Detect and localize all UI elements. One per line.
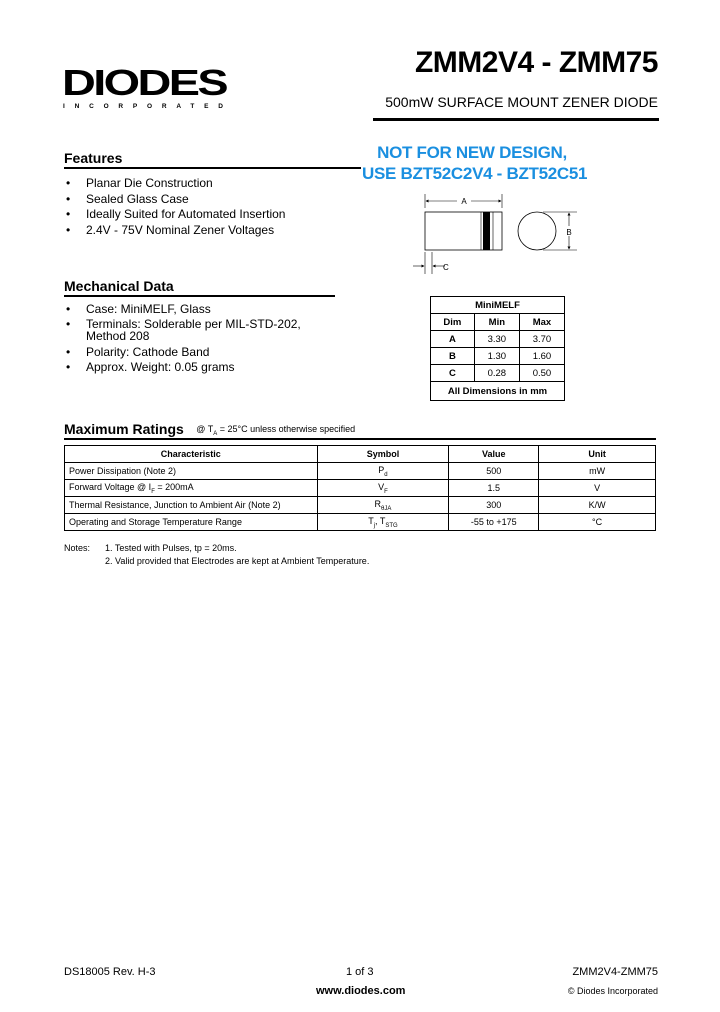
cell: 3.30 xyxy=(474,331,519,348)
list-item: • Polarity: Cathode Band xyxy=(64,345,324,361)
table-row xyxy=(65,463,656,480)
note-2: 2. Valid provided that Electrodes are kept at Ambient Temperature. xyxy=(105,555,370,566)
ratings-title: Maximum Ratings xyxy=(64,421,184,437)
list-item: • Approx. Weight: 0.05 grams xyxy=(64,360,324,376)
table-row xyxy=(431,365,565,382)
cell: 1.30 xyxy=(474,348,519,365)
cell xyxy=(317,497,449,514)
cell xyxy=(65,480,318,497)
notes xyxy=(64,542,369,567)
not-for-new-design-notice xyxy=(362,142,588,184)
ratings-heading xyxy=(64,421,355,439)
cell: 1.60 xyxy=(519,348,564,365)
char-sub: F xyxy=(151,488,155,495)
cell: Thermal Resistance, Junction to Ambient Air (Note 2) xyxy=(65,497,318,514)
symbol: T xyxy=(368,515,374,526)
header-min: Min xyxy=(474,314,519,331)
condition-rest: = 25°C unless otherwise specified xyxy=(217,424,356,434)
cell: °C xyxy=(539,514,656,531)
cell: 0.28 xyxy=(474,365,519,382)
logo-text: DIODES xyxy=(62,64,228,103)
logo-subtext: INCORPORATED xyxy=(63,103,224,110)
part-title: ZMM2V4 - ZMM75 xyxy=(414,46,658,79)
copyright: © Diodes Incorporated xyxy=(567,986,658,996)
symbol-sub: θJA xyxy=(381,505,392,512)
ratings-condition xyxy=(196,424,356,437)
note-1: 1. Tested with Pulses, tp = 20ms. xyxy=(105,543,237,553)
cell: mW xyxy=(539,463,656,480)
diodes-logo xyxy=(62,64,228,110)
cell: -55 to +175 xyxy=(449,514,539,531)
header-symbol: Symbol xyxy=(317,446,449,463)
header-divider xyxy=(373,118,659,121)
dim-a-label: A xyxy=(461,197,467,206)
dim-b-label: B xyxy=(566,228,572,237)
symbol: P xyxy=(378,464,385,475)
cell: 500 xyxy=(449,463,539,480)
symbol-sub: d xyxy=(384,471,388,478)
subtitle: 500mW SURFACE MOUNT ZENER DIODE xyxy=(385,94,658,110)
notice-line-1: NOT FOR NEW DESIGN, xyxy=(377,143,567,162)
cell: V xyxy=(539,480,656,497)
cell: Power Dissipation (Note 2) xyxy=(65,463,318,480)
list-item: • Ideally Suited for Automated Insertion xyxy=(64,207,364,223)
mechanical-divider xyxy=(64,295,335,297)
header-dim: Dim xyxy=(431,314,475,331)
table-row xyxy=(431,348,565,365)
cell: A xyxy=(431,331,475,348)
symbol-rest: , T xyxy=(375,515,386,526)
cell: 1.5 xyxy=(449,480,539,497)
minimelf-package-drawing xyxy=(405,190,590,280)
header-max: Max xyxy=(519,314,564,331)
condition-text: @ T xyxy=(196,424,214,434)
cell: 3.70 xyxy=(519,331,564,348)
cathode-band xyxy=(483,212,490,250)
symbol-sub-2: STG xyxy=(385,522,398,529)
table-row xyxy=(431,331,565,348)
website-link[interactable]: www.diodes.com xyxy=(316,985,406,997)
cell xyxy=(317,514,449,531)
cell: 0.50 xyxy=(519,365,564,382)
cell: Operating and Storage Temperature Range xyxy=(65,514,318,531)
mechanical-title: Mechanical Data xyxy=(64,278,174,294)
list-item: • Case: MiniMELF, Glass xyxy=(64,302,324,318)
features-list xyxy=(64,176,364,238)
package-body xyxy=(425,212,502,250)
features-title: Features xyxy=(64,150,123,166)
symbol: R xyxy=(374,498,382,509)
minimelf-dimensions-table xyxy=(430,296,565,401)
table-caption: MiniMELF xyxy=(431,297,565,314)
features-divider xyxy=(64,167,361,169)
cell: 300 xyxy=(449,497,539,514)
package-end-view xyxy=(518,212,556,250)
symbol-sub: F xyxy=(384,488,388,495)
notes-label: Notes: xyxy=(64,543,91,553)
mechanical-list xyxy=(64,302,324,376)
list-item: • Terminals: Solderable per MIL-STD-202, Method 208 xyxy=(64,318,324,345)
cell: C xyxy=(431,365,475,382)
list-item: • Sealed Glass Case xyxy=(64,192,364,208)
header-unit: Unit xyxy=(539,446,656,463)
notice-line-2: USE BZT52C2V4 - BZT52C51 xyxy=(362,164,588,183)
ratings-divider xyxy=(64,438,656,440)
maximum-ratings-table xyxy=(64,445,656,531)
cell: B xyxy=(431,348,475,365)
symbol: V xyxy=(378,481,385,492)
table-footer: All Dimensions in mm xyxy=(431,382,565,401)
header-characteristic: Characteristic xyxy=(65,446,318,463)
dim-c-label: C xyxy=(443,263,449,272)
cell: K/W xyxy=(539,497,656,514)
char-rest: = 200mA xyxy=(154,481,194,492)
cell xyxy=(317,463,449,480)
header-value: Value xyxy=(449,446,539,463)
table-row xyxy=(65,514,656,531)
symbol-sub: j xyxy=(373,522,376,529)
table-row xyxy=(65,497,656,514)
cell xyxy=(317,480,449,497)
footer-part: ZMM2V4-ZMM75 xyxy=(572,966,658,978)
table-row xyxy=(65,480,656,497)
page-number: 1 of 3 xyxy=(346,966,374,978)
list-item: • Planar Die Construction xyxy=(64,176,364,192)
char-text: Forward Voltage @ I xyxy=(69,481,152,492)
list-item: • 2.4V - 75V Nominal Zener Voltages xyxy=(64,223,364,239)
condition-sub: A xyxy=(213,430,218,437)
doc-number: DS18005 Rev. H-3 xyxy=(64,966,156,978)
